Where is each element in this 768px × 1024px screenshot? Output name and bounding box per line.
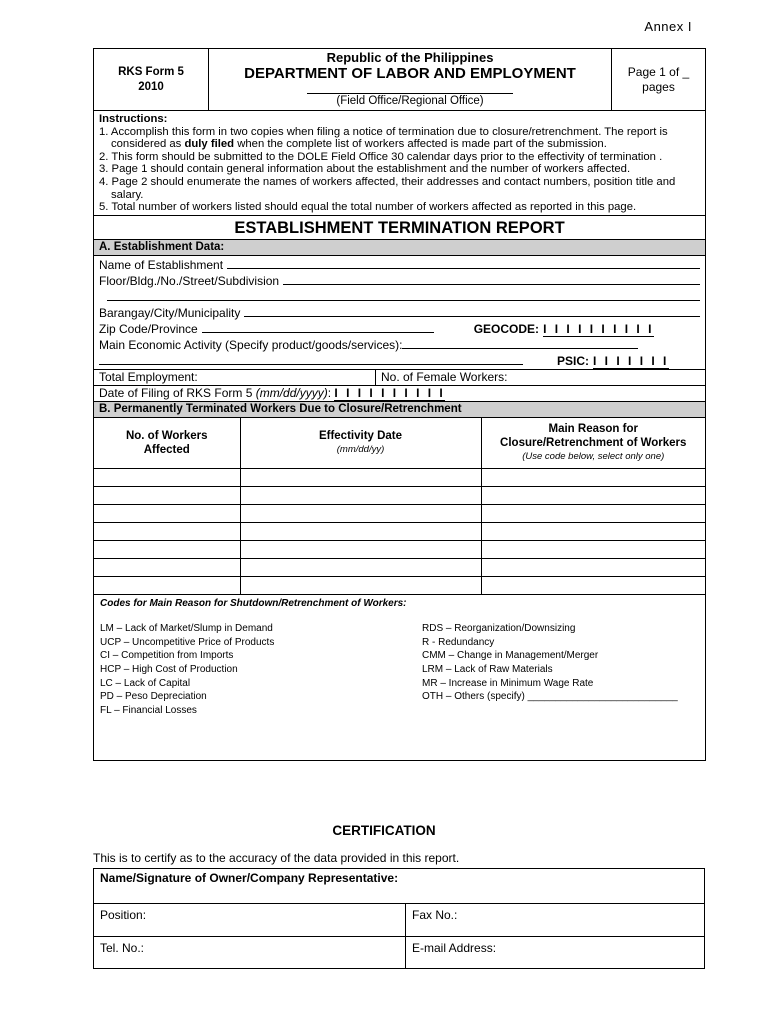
- col-effectivity-date: Effectivity Date (mm/dd/yy): [240, 418, 481, 469]
- page-line-2: pages: [642, 79, 675, 94]
- email-field[interactable]: E-mail Address:: [412, 941, 497, 955]
- code-item: CMM – Change in Management/Merger: [422, 650, 599, 662]
- zip-label: Zip Code/Province: [99, 321, 198, 336]
- activity-field[interactable]: [402, 337, 638, 349]
- name-signature-field[interactable]: Name/Signature of Owner/Company Representative:: [94, 869, 704, 904]
- page-line-1: Page 1 of _: [627, 64, 690, 79]
- address-field[interactable]: [283, 273, 700, 285]
- col-main-reason: Main Reason for Closure/Retrenchment of Workers (Use code below, select only one): [481, 418, 705, 469]
- table-cell[interactable]: [94, 523, 240, 541]
- code-item: UCP – Uncompetitive Price of Products: [100, 636, 275, 648]
- code-item: MR – Increase in Minimum Wage Rate: [422, 677, 594, 689]
- table-cell[interactable]: [481, 541, 705, 559]
- position-field[interactable]: Position:: [94, 904, 406, 936]
- termination-report-form: [93, 48, 706, 761]
- table-row: [94, 559, 705, 577]
- activity-row: [99, 337, 700, 353]
- zip-row: [99, 321, 700, 337]
- table-row: [94, 541, 705, 559]
- table-cell[interactable]: [481, 577, 705, 595]
- instructions: [94, 111, 705, 216]
- table-cell[interactable]: [94, 577, 240, 595]
- code-item: PD – Peso Depreciation: [100, 691, 207, 703]
- table-cell[interactable]: [240, 505, 481, 523]
- psic-boxes[interactable]: I I I I I I I: [593, 353, 669, 368]
- address-label: Floor/Bldg./No./Street/Subdivision: [99, 273, 280, 288]
- tel-field[interactable]: Tel. No.:: [94, 937, 406, 968]
- establishment-name-row: [99, 257, 700, 273]
- page-count-cell: [611, 49, 705, 110]
- geocode-boxes[interactable]: I I I I I I I I I I: [543, 321, 654, 336]
- barangay-field[interactable]: [244, 305, 700, 317]
- annex-label: Annex I: [644, 19, 692, 34]
- code-item: FL – Financial Losses: [100, 704, 197, 716]
- establishment-name-label: Name of Establishment: [99, 257, 224, 272]
- table-row: [94, 577, 705, 595]
- workers-table: [94, 418, 705, 596]
- table-cell[interactable]: [94, 469, 240, 487]
- section-b-header: B. Permanently Terminated Workers Due to Closure/Retrenchment: [94, 402, 705, 418]
- zip-field[interactable]: [202, 321, 434, 333]
- table-cell[interactable]: [94, 559, 240, 577]
- code-item: CI – Competition from Imports: [100, 650, 234, 662]
- establishment-data: [94, 256, 705, 370]
- psic-row: [99, 353, 700, 369]
- instruction-item-3: 3. Page 1 should contain general information about the establishment and the number of workers affected.: [99, 163, 631, 176]
- office-label: (Field Office/Regional Office): [336, 95, 484, 107]
- table-cell[interactable]: [481, 505, 705, 523]
- geocode-label: GEOCODE:: [473, 321, 540, 336]
- certification-title: CERTIFICATION: [332, 823, 436, 838]
- table-cell[interactable]: [481, 523, 705, 541]
- filing-date-row: Date of Filing of RKS Form 5 (mm/dd/yyyy): I I I I I I I I I I: [94, 386, 705, 402]
- report-title: ESTABLISHMENT TERMINATION REPORT: [94, 216, 705, 240]
- activity-field-2[interactable]: [99, 353, 523, 365]
- codes-title: Codes for Main Reason for Shutdown/Retrenchment of Workers:: [100, 598, 407, 610]
- total-employment-cell[interactable]: Total Employment:: [94, 370, 376, 385]
- table-cell[interactable]: [240, 541, 481, 559]
- col-workers-affected: No. of Workers Affected: [94, 418, 240, 469]
- address-row: [99, 273, 700, 289]
- female-workers-cell[interactable]: No. of Female Workers:: [381, 369, 508, 384]
- employment-row: [94, 370, 705, 386]
- barangay-row: [99, 305, 700, 321]
- code-item: LC – Lack of Capital: [100, 677, 191, 689]
- filing-date-boxes[interactable]: I I I I I I I I I I: [334, 385, 446, 400]
- reason-codes: [94, 595, 705, 760]
- section-a-header: A. Establishment Data:: [94, 240, 705, 256]
- form-header: [94, 49, 705, 111]
- psic-label: PSIC:: [557, 353, 590, 368]
- table-cell[interactable]: [481, 487, 705, 505]
- table-row: [94, 505, 705, 523]
- form-year: 2010: [138, 80, 164, 93]
- codes-left-column: [100, 622, 422, 717]
- department-title: DEPARTMENT OF LABOR AND EMPLOYMENT: [244, 65, 576, 82]
- filing-date-label: Date of Filing of RKS Form 5: [99, 385, 256, 400]
- barangay-label: Barangay/City/Municipality: [99, 305, 241, 320]
- code-item: LM – Lack of Market/Slump in Demand: [100, 623, 273, 635]
- table-cell[interactable]: [240, 577, 481, 595]
- address-field-2[interactable]: [107, 289, 700, 301]
- table-cell[interactable]: [240, 469, 481, 487]
- instruction-item-4: 4. Page 2 should enumerate the names of workers affected, their addresses and contact numbers, position title and salary.: [99, 175, 676, 201]
- workers-table-header: [94, 418, 705, 469]
- position-fax-row: [94, 904, 704, 936]
- code-item: HCP – High Cost of Production: [100, 664, 238, 676]
- code-item: R - Redundancy: [422, 636, 495, 648]
- table-cell[interactable]: [481, 559, 705, 577]
- codes-right-column: [422, 622, 678, 717]
- code-item: OTH – Others (specify) ___________________________: [422, 691, 678, 703]
- instructions-title: Instructions:: [99, 113, 168, 125]
- table-cell[interactable]: [240, 523, 481, 541]
- certification-statement: This is to certify as to the accuracy of the data provided in this report.: [93, 851, 460, 865]
- table-cell[interactable]: [240, 559, 481, 577]
- instruction-item-1: 1. Accomplish this form in two copies when filing a notice of termination due to closure/retrenchment. The report is considered as duly filed when the complete list of workers affected is made part of the submission.: [99, 125, 668, 151]
- form-code: RKS Form 5: [118, 65, 184, 78]
- table-row: [94, 469, 705, 487]
- table-cell[interactable]: [481, 469, 705, 487]
- agency-cell: [209, 49, 611, 110]
- office-blank[interactable]: [307, 86, 513, 94]
- instruction-item-5: 5. Total number of workers listed should equal the total number of workers affected as reported in this page.: [99, 201, 637, 214]
- activity-label: Main Economic Activity (Specify product/goods/services):: [99, 337, 403, 352]
- code-item: RDS – Reorganization/Downsizing: [422, 623, 576, 635]
- instruction-item-2: 2. This form should be submitted to the DOLE Field Office 30 calendar days prior to the effectivity of termination .: [99, 150, 663, 163]
- fax-field[interactable]: Fax No.:: [412, 908, 458, 922]
- table-cell[interactable]: [240, 487, 481, 505]
- code-item: LRM – Lack of Raw Materials: [422, 664, 553, 676]
- filing-date-format: (mm/dd/yyyy): [255, 385, 328, 400]
- establishment-name-field[interactable]: [227, 257, 700, 269]
- table-cell[interactable]: [94, 487, 240, 505]
- address-row-2: [99, 289, 700, 305]
- table-row: [94, 487, 705, 505]
- certification-table: [93, 868, 705, 969]
- table-cell[interactable]: [94, 541, 240, 559]
- republic-label: Republic of the Philippines: [326, 50, 494, 65]
- table-cell[interactable]: [94, 505, 240, 523]
- table-row: [94, 523, 705, 541]
- form-code-cell: [94, 49, 209, 110]
- tel-email-row: [94, 936, 704, 968]
